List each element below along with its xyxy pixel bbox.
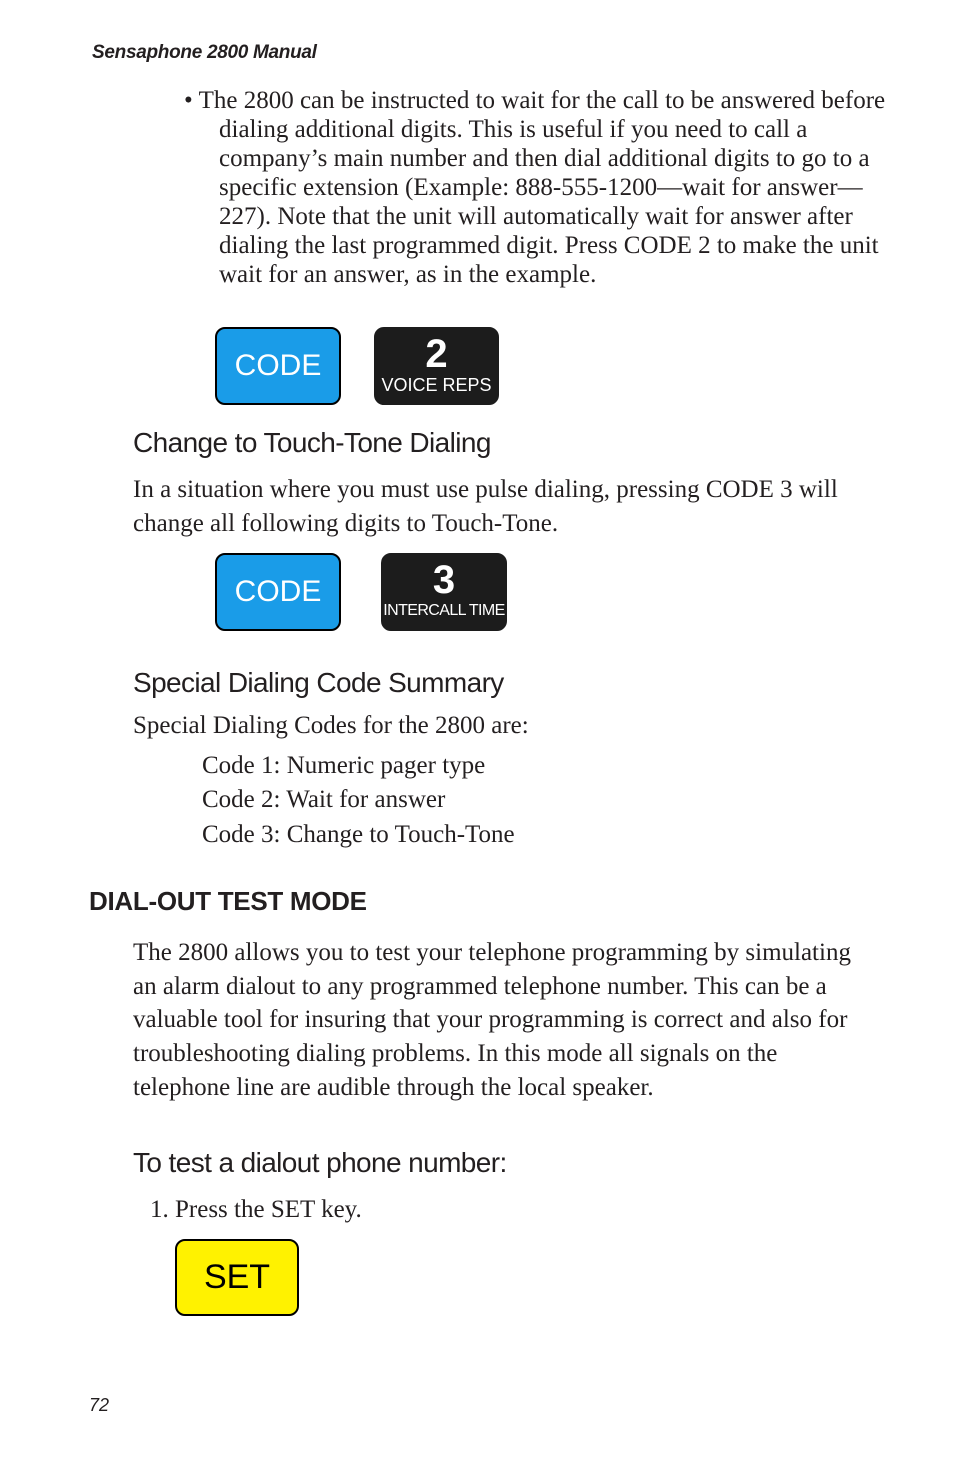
- wait-for-answer-text: The 2800 can be instructed to wait for the call to be answered before dialing additional digits. This is useful if you need to call a company’s main number and then dial additional digits to go to a specific extension (Example: 888-555-1200—wait for answer—227). Note that the unit will automatically wait for answer after dialing the last programmed digit. Press CODE 2 to make the unit wait for an answer, as in the example.: [198, 87, 886, 288]
- step-1: 1. Press the SET key.: [150, 1196, 362, 1223]
- touch-tone-paragraph: In a situation where you must use pulse dialing, pressing CODE 3 will change all following digits to Touch-Tone.: [133, 476, 838, 537]
- digit-3-key: [381, 553, 507, 631]
- digit-2-key: [374, 327, 499, 405]
- touch-tone-heading: Change to Touch-Tone Dialing: [133, 427, 491, 458]
- page-number: 72: [89, 1395, 110, 1415]
- running-head: Sensaphone 2800 Manual: [92, 42, 317, 63]
- wait-for-answer-paragraph: [184, 86, 899, 289]
- dialout-subheading: To test a dialout phone number:: [133, 1147, 507, 1178]
- summary-intro: Special Dialing Codes for the 2800 are:: [133, 712, 529, 739]
- digit-2-label: 2: [425, 332, 448, 376]
- code-key: [215, 553, 341, 631]
- digit-3-label: 3: [432, 558, 456, 602]
- summary-heading: Special Dialing Code Summary: [133, 667, 504, 698]
- bullet-marker: •: [184, 87, 193, 114]
- code-list-item: Code 3: Change to Touch-Tone: [202, 821, 515, 848]
- code-key-label: CODE: [234, 575, 322, 608]
- code-list-item: Code 2: Wait for answer: [202, 786, 446, 813]
- dialout-test-heading: DIAL-OUT TEST MODE: [89, 886, 367, 916]
- code-list-item: Code 1: Numeric pager type: [202, 752, 486, 779]
- voice-reps-label: VOICE REPS: [381, 375, 492, 395]
- code-key: [215, 327, 341, 405]
- set-key: [175, 1239, 299, 1316]
- intercall-time-label: INTERCALL TIME: [383, 602, 505, 619]
- set-key-label: SET: [203, 1258, 271, 1296]
- dialout-test-paragraph: The 2800 allows you to test your telephone programming by simulating an alarm dialout to any programmed telephone number. This can be a valuable tool for insuring that your programming is correct and also for troubleshooting dialing problems. In this mode all signals on the telephone line are audible through the local speaker.: [133, 939, 851, 1101]
- code-key-label: CODE: [234, 349, 322, 382]
